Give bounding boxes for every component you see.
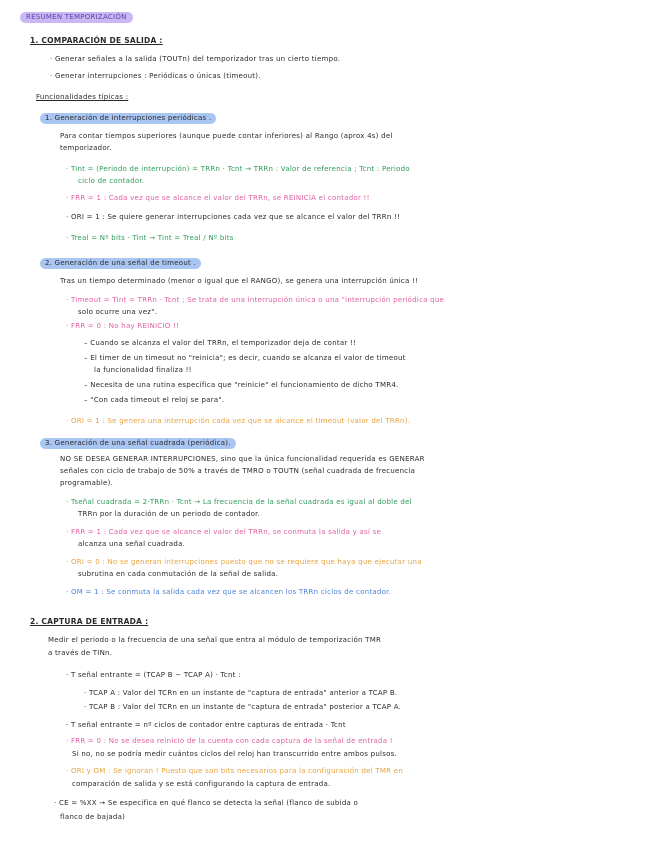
- s2-b1: · T señal entrante = (TCAP B − TCAP A) · Tcnt :: [66, 671, 241, 679]
- s2-b5b: flanco de bajada): [60, 813, 126, 821]
- g1-t2: [66, 195, 370, 202]
- s2-p2: a través de TINn.: [48, 649, 113, 657]
- g3-t2b: alcanza una señal cuadrada.: [78, 540, 186, 548]
- page-title: RESUMEN TEMPORIZACIÓN: [20, 12, 133, 23]
- g2-d1: – Cuando se alcanza el valor del TRRn, el temporizador deja de contar !!: [84, 339, 357, 347]
- g2-d2a: – El timer de un timeout no "reinicia"; es decir, cuando se alcanza el valor de timeout: [84, 354, 406, 362]
- s1-bullet-1: · Generar señales a la salida (TOUTn) del temporizador tras un cierto tiempo.: [50, 55, 341, 63]
- s2-p1: Medir el periodo o la frecuencia de una señal que entra al módulo de temporización TMR: [48, 636, 382, 644]
- g1-t2-text: · FRR = 1 : Cada vez que se alcance el valor del TRRn, se REINICIA el contador !!: [66, 194, 370, 202]
- g1-heading: 1. Generación de interrupciones periódicas .: [40, 113, 216, 124]
- g3-p2: señales con ciclo de trabajo de 50% a través de TMRO o TOUTN (señal cuadrada de frecuencia: [60, 467, 416, 475]
- g2-d2b: la funcionalidad finaliza !!: [94, 366, 192, 374]
- g3-t1b: TRRn por la duración de un periodo de contador.: [78, 510, 261, 518]
- s2-b3b: Si no, no se podría medir cuántos ciclos del reloj han transcurrido entre ambos pulsos.: [72, 750, 398, 758]
- g2-p1: Tras un tiempo determinado (menor o igual que el RANGO), se genera una interrupción única !!: [60, 277, 419, 285]
- s2-b4b: comparación de salida y se está configurando la captura de entrada.: [72, 780, 331, 788]
- section-1-heading: 1. COMPARACIÓN DE SALIDA :: [30, 36, 163, 45]
- s2-b2: · T señal entrante = nº ciclos de contador entre capturas de entrada · Tcnt: [66, 721, 346, 729]
- g3-t2a: · FRR = 1 : Cada vez que se alcance el valor del TRRn, se conmuta la salida y así se: [66, 528, 382, 536]
- g1-t3: [66, 214, 400, 221]
- g2-t3: [66, 418, 410, 425]
- g3-t4: · OM = 1 : Se conmuta la salida cada vez que se alcancen los TRRn ciclos de contador.: [66, 588, 392, 596]
- g3-t3a: · ORI = 0 : No se generan interrupciones puesto que no se requiere que haya que ejecutar una: [66, 558, 422, 566]
- s2-b1b: · TCAP B : Valor del TCRn en un instante de "captura de entrada" posterior a TCAP A.: [84, 703, 402, 711]
- g1-p2: temporizador.: [60, 144, 112, 152]
- g3-p3: programable).: [60, 479, 114, 487]
- section-2-heading: 2. CAPTURA DE ENTRADA :: [30, 617, 149, 626]
- g1-t3-text: · ORI = 1 : Se quiere generar interrupciones cada vez que se alcance el valor del TRRn !!: [66, 213, 401, 221]
- g2-t1b: solo ocurre una vez".: [78, 308, 158, 316]
- g2-t1a: · Timeout = Tint = TRRn · Tcnt ; Se trata de una interrupción única o una "interrupción periódica que: [66, 296, 445, 304]
- g1-t1a: · Tint = (Periodo de interrupción) = TRRn · Tcnt → TRRn : Valor de referencia ; Tcnt : Periodo: [66, 165, 410, 173]
- g2-heading: 2. Generación de una señal de timeout .: [40, 258, 201, 269]
- funcionalidades-title: Funcionalidades típicas :: [36, 93, 129, 101]
- g3-t1a: · Tseñal cuadrada = 2·TRRn · Tcnt → La frecuencia de la señal cuadrada es igual al doble del: [66, 498, 412, 506]
- g3-t3b: subrutina en cada conmutación de la señal de salida.: [78, 570, 279, 578]
- g3-heading: 3. Generación de una señal cuadrada (periódica).: [40, 438, 236, 449]
- s2-b4a: · ORI y OM : Se ignoran ! Puesto que son bits necesarios para la configuración del TMR en: [66, 767, 404, 775]
- g1-t4: · Treal = Nº bits · Tint → Tint = Treal / Nº bits: [66, 234, 234, 242]
- s2-b3a: · FRR = 0 : No se desea reinicio de la cuenta con cada captura de la señal de entrada !: [66, 737, 393, 745]
- g2-t2: · FRR = 0 : No hay REINICIO !!: [66, 322, 180, 330]
- g2-d3: – Necesita de una rutina específica que "reinicie" el funcionamiento de dicho TMR4.: [84, 381, 399, 389]
- g3-p1: NO SE DESEA GENERAR INTERRUPCIONES, sino que la única funcionalidad requerida es GENERAR: [60, 455, 425, 463]
- g1-t1b: ciclo de contador.: [78, 177, 145, 185]
- g2-d4: – "Con cada timeout el reloj se para".: [84, 396, 225, 404]
- s2-b1a: · TCAP A : Valor del TCRn en un instante de "captura de entrada" anterior a TCAP B.: [84, 689, 398, 697]
- g1-p1: Para contar tiempos superiores (aunque puede contar inferiores) al Rango (aprox 4s) del: [60, 132, 393, 140]
- g2-t3-text: · ORI = 1 : Se genera una interrupción cada vez que se alcance el timeout (valor del TRRn).: [66, 417, 411, 425]
- s1-bullet-2: · Generar interrupciones : Periódicas o únicas (timeout).: [50, 72, 261, 80]
- s2-b5a: · CE = %XX → Se especifica en qué flanco se detecta la señal (flanco de subida o: [54, 799, 359, 807]
